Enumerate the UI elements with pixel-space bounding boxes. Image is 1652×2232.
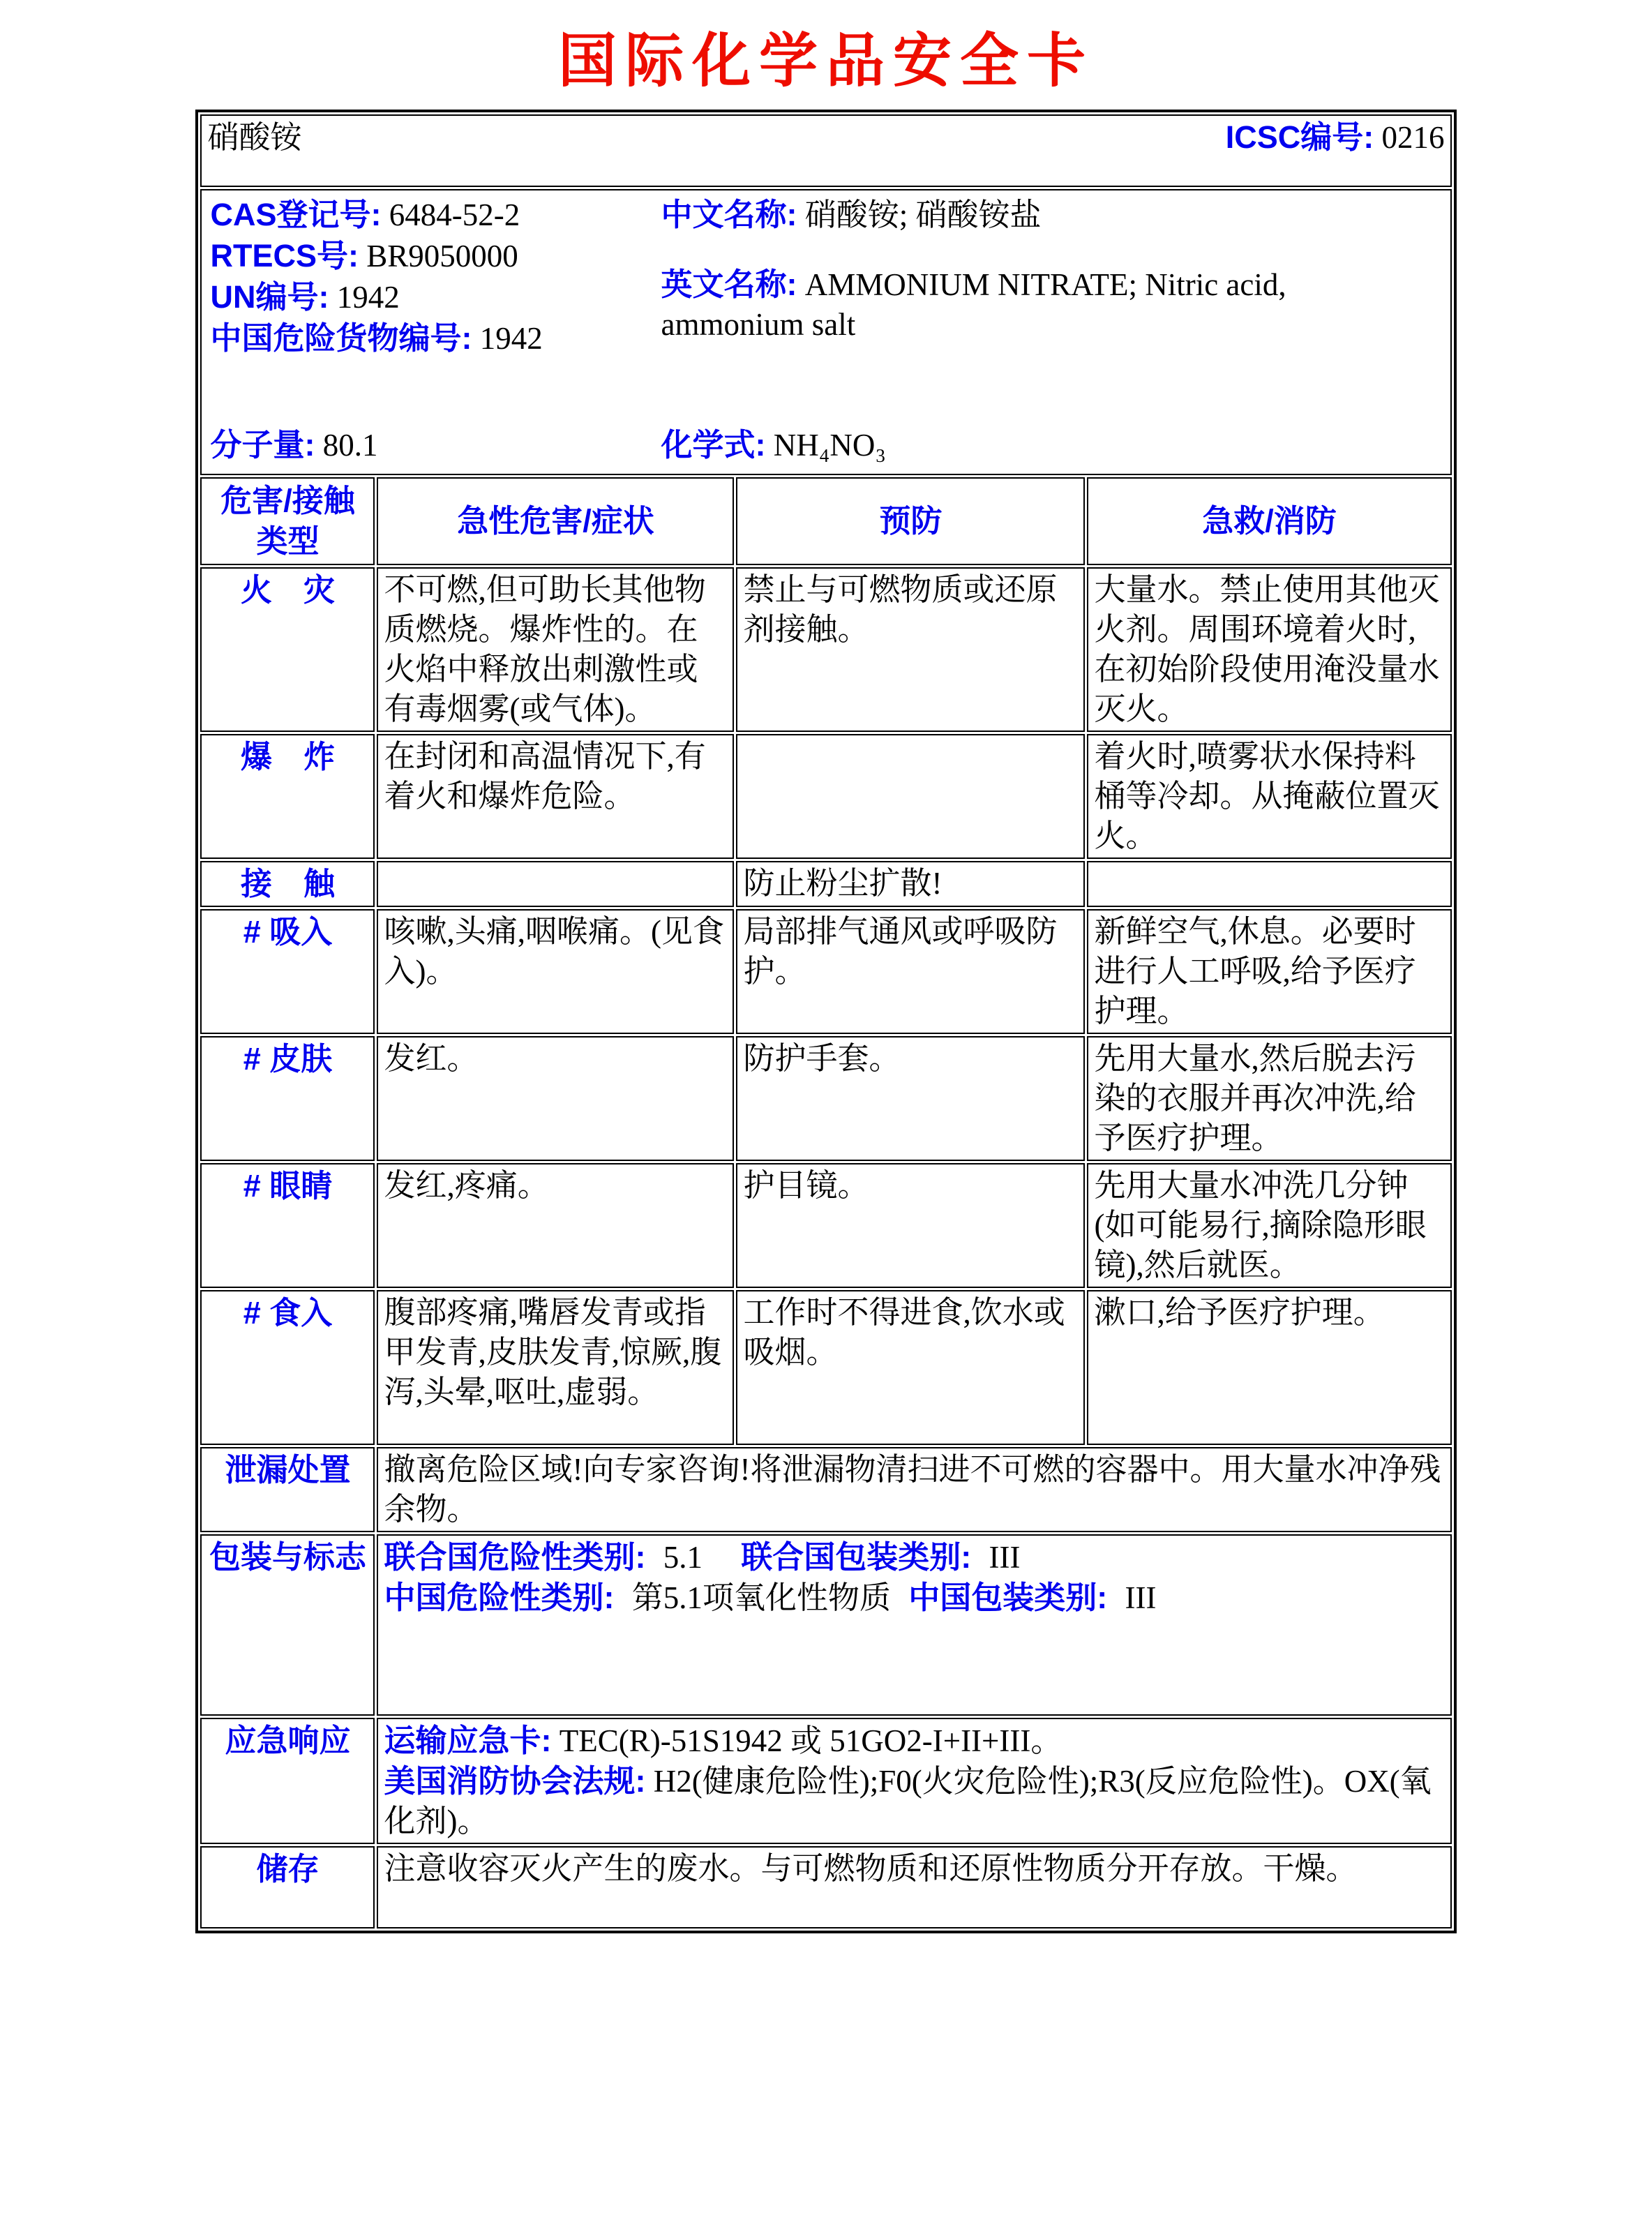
chemical-formula-value: NH₄NO₃ — [773, 428, 887, 463]
explosion-first-aid-cell: 着火时,喷雾状水保持料桶等冷却。从掩蔽位置灭火。 — [1087, 734, 1451, 859]
ingestion-type-cell: # 食入 — [200, 1290, 375, 1445]
chinese-name-value: 硝酸铵; 硝酸铵盐 — [804, 197, 1042, 232]
skin-first-aid-cell: 先用大量水,然后脱去污染的衣服并再次冲洗,给予医疗护理。 — [1087, 1036, 1451, 1161]
packaging-content-cell — [377, 1534, 1451, 1716]
icsc-number-value: 0216 — [1381, 120, 1445, 155]
china-hazard-class-value: 第5.1项氧化性物质 — [631, 1580, 891, 1615]
identifiers-row — [200, 189, 1451, 475]
explosion-symptoms-cell: 在封闭和高温情况下,有着火和爆炸危险。 — [377, 734, 734, 859]
row-explosion — [200, 734, 1451, 859]
skin-prevention-cell: 防护手套。 — [736, 1036, 1085, 1161]
un-packing-group-value: III — [989, 1540, 1021, 1575]
contact-symptoms-cell — [377, 861, 734, 907]
header-first-aid: 急救/消防 — [1087, 477, 1451, 565]
skin-type-cell: # 皮肤 — [200, 1036, 375, 1161]
explosion-type-cell: 爆 炸 — [200, 734, 375, 859]
china-packing-group-value: III — [1125, 1580, 1157, 1615]
row-contact — [200, 861, 1451, 907]
nfpa-code-label: 美国消防协会法规: — [384, 1763, 646, 1799]
inhalation-prevention-cell: 局部排气通风或呼吸防护。 — [736, 909, 1085, 1034]
ingestion-prevention-cell: 工作时不得进食,饮水或吸烟。 — [736, 1290, 1085, 1445]
card-header-cell — [200, 114, 1451, 187]
eyes-prevention-cell: 护目镜。 — [736, 1163, 1085, 1288]
row-spill-disposal — [200, 1447, 1451, 1532]
row-inhalation — [200, 909, 1451, 1034]
english-name-line — [661, 264, 1344, 345]
identifiers-cell — [200, 189, 1451, 475]
chinese-name-line — [661, 195, 1041, 235]
inhalation-first-aid-cell: 新鲜空气,休息。必要时进行人工呼吸,给予医疗护理。 — [1087, 909, 1451, 1034]
icsc-number-label: ICSC编号: — [1225, 119, 1374, 155]
china-hazard-class-label: 中国危险性类别: — [384, 1580, 615, 1615]
molecular-weight-value: 80.1 — [322, 428, 378, 463]
emergency-content-cell — [377, 1718, 1451, 1844]
inhalation-symptoms-cell: 咳嗽,头痛,咽喉痛。(见食入)。 — [377, 909, 734, 1034]
row-skin — [200, 1036, 1451, 1161]
un-hazard-class-value: 5.1 — [663, 1540, 703, 1575]
chemical-formula-line — [661, 425, 886, 465]
chemical-formula-label: 化学式: — [661, 427, 766, 463]
fire-prevention-cell: 禁止与可燃物质或还原剂接触。 — [736, 567, 1085, 732]
page-title: 国际化学品安全卡 — [557, 26, 1094, 95]
contact-first-aid-cell — [1087, 861, 1451, 907]
inhalation-type-cell: # 吸入 — [200, 909, 375, 1034]
un-label: UN编号: — [210, 279, 329, 315]
header-symptoms: 急性危害/症状 — [377, 477, 734, 565]
nfpa-code-line — [384, 1761, 1444, 1841]
molecular-weight-label: 分子量: — [210, 427, 315, 463]
row-eyes — [200, 1163, 1451, 1288]
transport-emergency-card-label: 运输应急卡: — [384, 1723, 552, 1758]
card-header-row — [200, 114, 1451, 187]
un-value: 1942 — [336, 280, 400, 315]
packaging-china-line — [384, 1578, 1444, 1618]
fire-type-cell: 火 灾 — [200, 567, 375, 732]
explosion-prevention-cell — [736, 734, 1085, 859]
un-number-line — [210, 277, 542, 318]
substance-name: 硝酸铵 — [207, 119, 302, 155]
contact-type-cell: 接 触 — [200, 861, 375, 907]
storage-content-cell: 注意收容灭火产生的废水。与可燃物质和还原性物质分开存放。干燥。 — [377, 1846, 1451, 1928]
ingestion-symptoms-cell: 腹部疼痛,嘴唇发青或指甲发青,皮肤发青,惊厥,腹泻,头晕,呕吐,虚弱。 — [377, 1290, 734, 1445]
contact-prevention-cell: 防止粉尘扩散! — [736, 861, 1085, 907]
eyes-symptoms-cell: 发红,疼痛。 — [377, 1163, 734, 1288]
rtecs-label: RTECS号: — [210, 238, 359, 274]
molecular-weight-line — [210, 425, 377, 465]
spill-label-cell: 泄漏处置 — [200, 1447, 375, 1532]
un-hazard-class-label: 联合国危险性类别: — [384, 1539, 646, 1575]
row-packaging-labeling — [200, 1534, 1451, 1716]
rtecs-number-line — [210, 236, 542, 277]
cas-number-line — [210, 195, 542, 236]
card-header-content — [207, 117, 1444, 158]
fire-first-aid-cell: 大量水。禁止使用其他灭火剂。周围环境着火时,在初始阶段使用淹没量水灭火。 — [1087, 567, 1451, 732]
chinese-name-label: 中文名称: — [661, 197, 797, 232]
row-fire — [200, 567, 1451, 732]
header-hazard-type: 危害/接触类型 — [200, 477, 375, 565]
packaging-un-line — [384, 1537, 1444, 1578]
fire-symptoms-cell: 不可燃,但可助长其他物质燃烧。爆炸性的。在火焰中释放出刺激性或有毒烟雾(或气体)。 — [377, 567, 734, 732]
eyes-type-cell: # 眼睛 — [200, 1163, 375, 1288]
emergency-label-cell: 应急响应 — [200, 1718, 375, 1844]
transport-emergency-card-line — [384, 1721, 1444, 1761]
un-packing-group-label: 联合国包装类别: — [741, 1539, 972, 1575]
nfpa-code-value: H2(健康危险性);F0(火灾危险性);R3(反应危险性)。OX(氧化剂)。 — [384, 1764, 1432, 1838]
page — [0, 14, 1652, 1933]
hazard-header-row — [200, 477, 1451, 565]
rtecs-value: BR9050000 — [366, 239, 518, 274]
identifiers-left-column — [210, 195, 542, 359]
china-packing-group-label: 中国包装类别: — [908, 1580, 1108, 1615]
english-name-label: 英文名称: — [661, 267, 797, 302]
china-dg-label: 中国危险货物编号: — [210, 320, 472, 356]
header-prevention: 预防 — [736, 477, 1085, 565]
transport-emergency-card-value: TEC(R)-51S1942 或 51GO2-I+II+III。 — [559, 1723, 1062, 1758]
cas-value: 6484-52-2 — [389, 197, 520, 232]
cas-label: CAS登记号: — [210, 197, 382, 232]
row-emergency-response — [200, 1718, 1451, 1844]
icsc-number — [1226, 117, 1445, 158]
eyes-first-aid-cell: 先用大量水冲洗几分钟(如可能易行,摘除隐形眼镜),然后就医。 — [1087, 1163, 1451, 1288]
skin-symptoms-cell: 发红。 — [377, 1036, 734, 1161]
spill-content-cell: 撤离危险区域!向专家咨询!将泄漏物清扫进不可燃的容器中。用大量水冲净残余物。 — [377, 1447, 1451, 1532]
english-name-value: AMMONIUM NITRATE; Nitric acid, ammonium salt — [661, 267, 1286, 342]
row-storage — [200, 1846, 1451, 1928]
icsc-card — [195, 110, 1456, 1933]
storage-label-cell: 储存 — [200, 1846, 375, 1928]
identifiers-layout — [207, 192, 1444, 472]
china-dg-value: 1942 — [479, 321, 543, 356]
ingestion-first-aid-cell: 漱口,给予医疗护理。 — [1087, 1290, 1451, 1445]
packaging-label-cell: 包装与标志 — [200, 1534, 375, 1716]
china-dg-number-line — [210, 318, 542, 359]
row-ingestion — [200, 1290, 1451, 1445]
